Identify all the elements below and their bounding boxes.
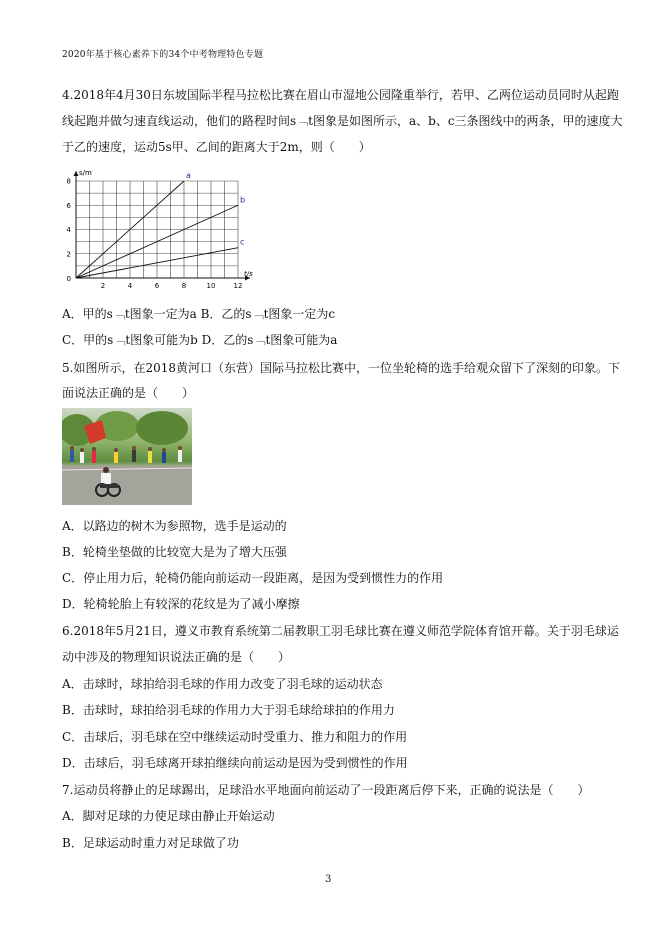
x-tick-label: 6	[154, 282, 160, 290]
q7-text-line-1: 7.运动员将静止的足球踢出，足球沿水平地面向前运动了一段距离后停下来，正确的说法是（ ）	[62, 783, 590, 797]
q4-option-line-2: C．甲的s﹁t图象可能为b D．乙的s﹁t图象可能为a	[62, 333, 338, 347]
x-tick-label: 4	[127, 282, 133, 290]
y-tick-label: 8	[66, 177, 71, 186]
x-tick-label: 12	[233, 282, 243, 290]
series-label-b: b	[240, 195, 246, 205]
origin-label: 0	[66, 275, 71, 283]
wheelchair-racer-photo	[62, 408, 192, 505]
q7-option-b: B．足球运动时重力对足球做了功	[62, 836, 239, 850]
q5-option-c: C．停止用力后，轮椅仍能向前运动一段距离，是因为受到惯性力的作用	[62, 571, 444, 585]
y-axis-label: s/m	[79, 170, 92, 177]
q5-option-a: A．以路边的树木为参照物，选手是运动的	[62, 519, 287, 533]
page-header: 2020年基于核心素养下的34个中考物理特色专题	[62, 50, 264, 60]
y-tick-label: 4	[66, 226, 71, 234]
series-label-a: a	[186, 171, 191, 180]
x-tick-label: 10	[206, 282, 216, 290]
st-graph	[58, 170, 288, 292]
q4-option-line-1: A．甲的s﹁t图象一定为a B．乙的s﹁t图象一定为c	[62, 307, 336, 321]
q5-option-b: B．轮椅坐垫做的比较宽大是为了增大压强	[62, 545, 287, 559]
q5-option-d: D．轮椅轮胎上有较深的花纹是为了减小摩擦	[62, 597, 300, 611]
x-axis-label: t/s	[244, 270, 253, 278]
q6-text-line-1: 6.2018年5月21日，遵义市教育系统第二届教职工羽毛球比赛在遵义师范学院体育馆开幕。关于羽毛球运	[62, 624, 619, 638]
q6-text-line-2: 动中涉及的物理知识说法正确的是（ ）	[62, 650, 291, 664]
x-tick-label: 2	[100, 282, 106, 290]
q6-option-a: A．击球时，球拍给羽毛球的作用力改变了羽毛球的运动状态	[62, 677, 383, 691]
y-tick-label: 6	[66, 201, 71, 210]
q4-text-line-3: 于乙的速度，运动5s甲、乙间的距离大于2m，则（ ）	[62, 140, 371, 154]
q6-option-d: D．击球后，羽毛球离开球拍继续向前运动是因为受到惯性的作用	[62, 756, 408, 770]
q6-option-c: C．击球后，羽毛球在空中继续运动时受重力、推力和阻力的作用	[62, 730, 408, 744]
q5-text-line-2: 面说法正确的是（ ）	[62, 386, 195, 400]
y-axis-arrow	[74, 171, 79, 176]
x-tick-label: 8	[181, 282, 187, 290]
y-tick-label: 2	[66, 250, 71, 259]
series-label-c: c	[240, 237, 245, 247]
q5-text-line-1: 5.如图所示，在2018黄河口（东营）国际马拉松比赛中，一位坐轮椅的选手给观众留下了深刻的印象。下	[62, 361, 620, 375]
q6-option-b: B．击球时，球拍给羽毛球的作用力大于羽毛球给球拍的作用力	[62, 703, 395, 717]
q4-text-line-1: 4.2018年4月30日东坡国际半程马拉松比赛在眉山市湿地公园隆重举行，若甲、乙两位运动员同时从起跑	[62, 88, 619, 102]
q7-option-a: A．脚对足球的力使足球由静止开始运动	[62, 809, 275, 823]
page-number: 3	[325, 874, 332, 885]
q4-text-line-2: 线起跑并做匀速直线运动，他们的路程时间s﹁t图象是如图所示，a、b、c三条图线中的两条，甲的速度大	[62, 114, 623, 128]
